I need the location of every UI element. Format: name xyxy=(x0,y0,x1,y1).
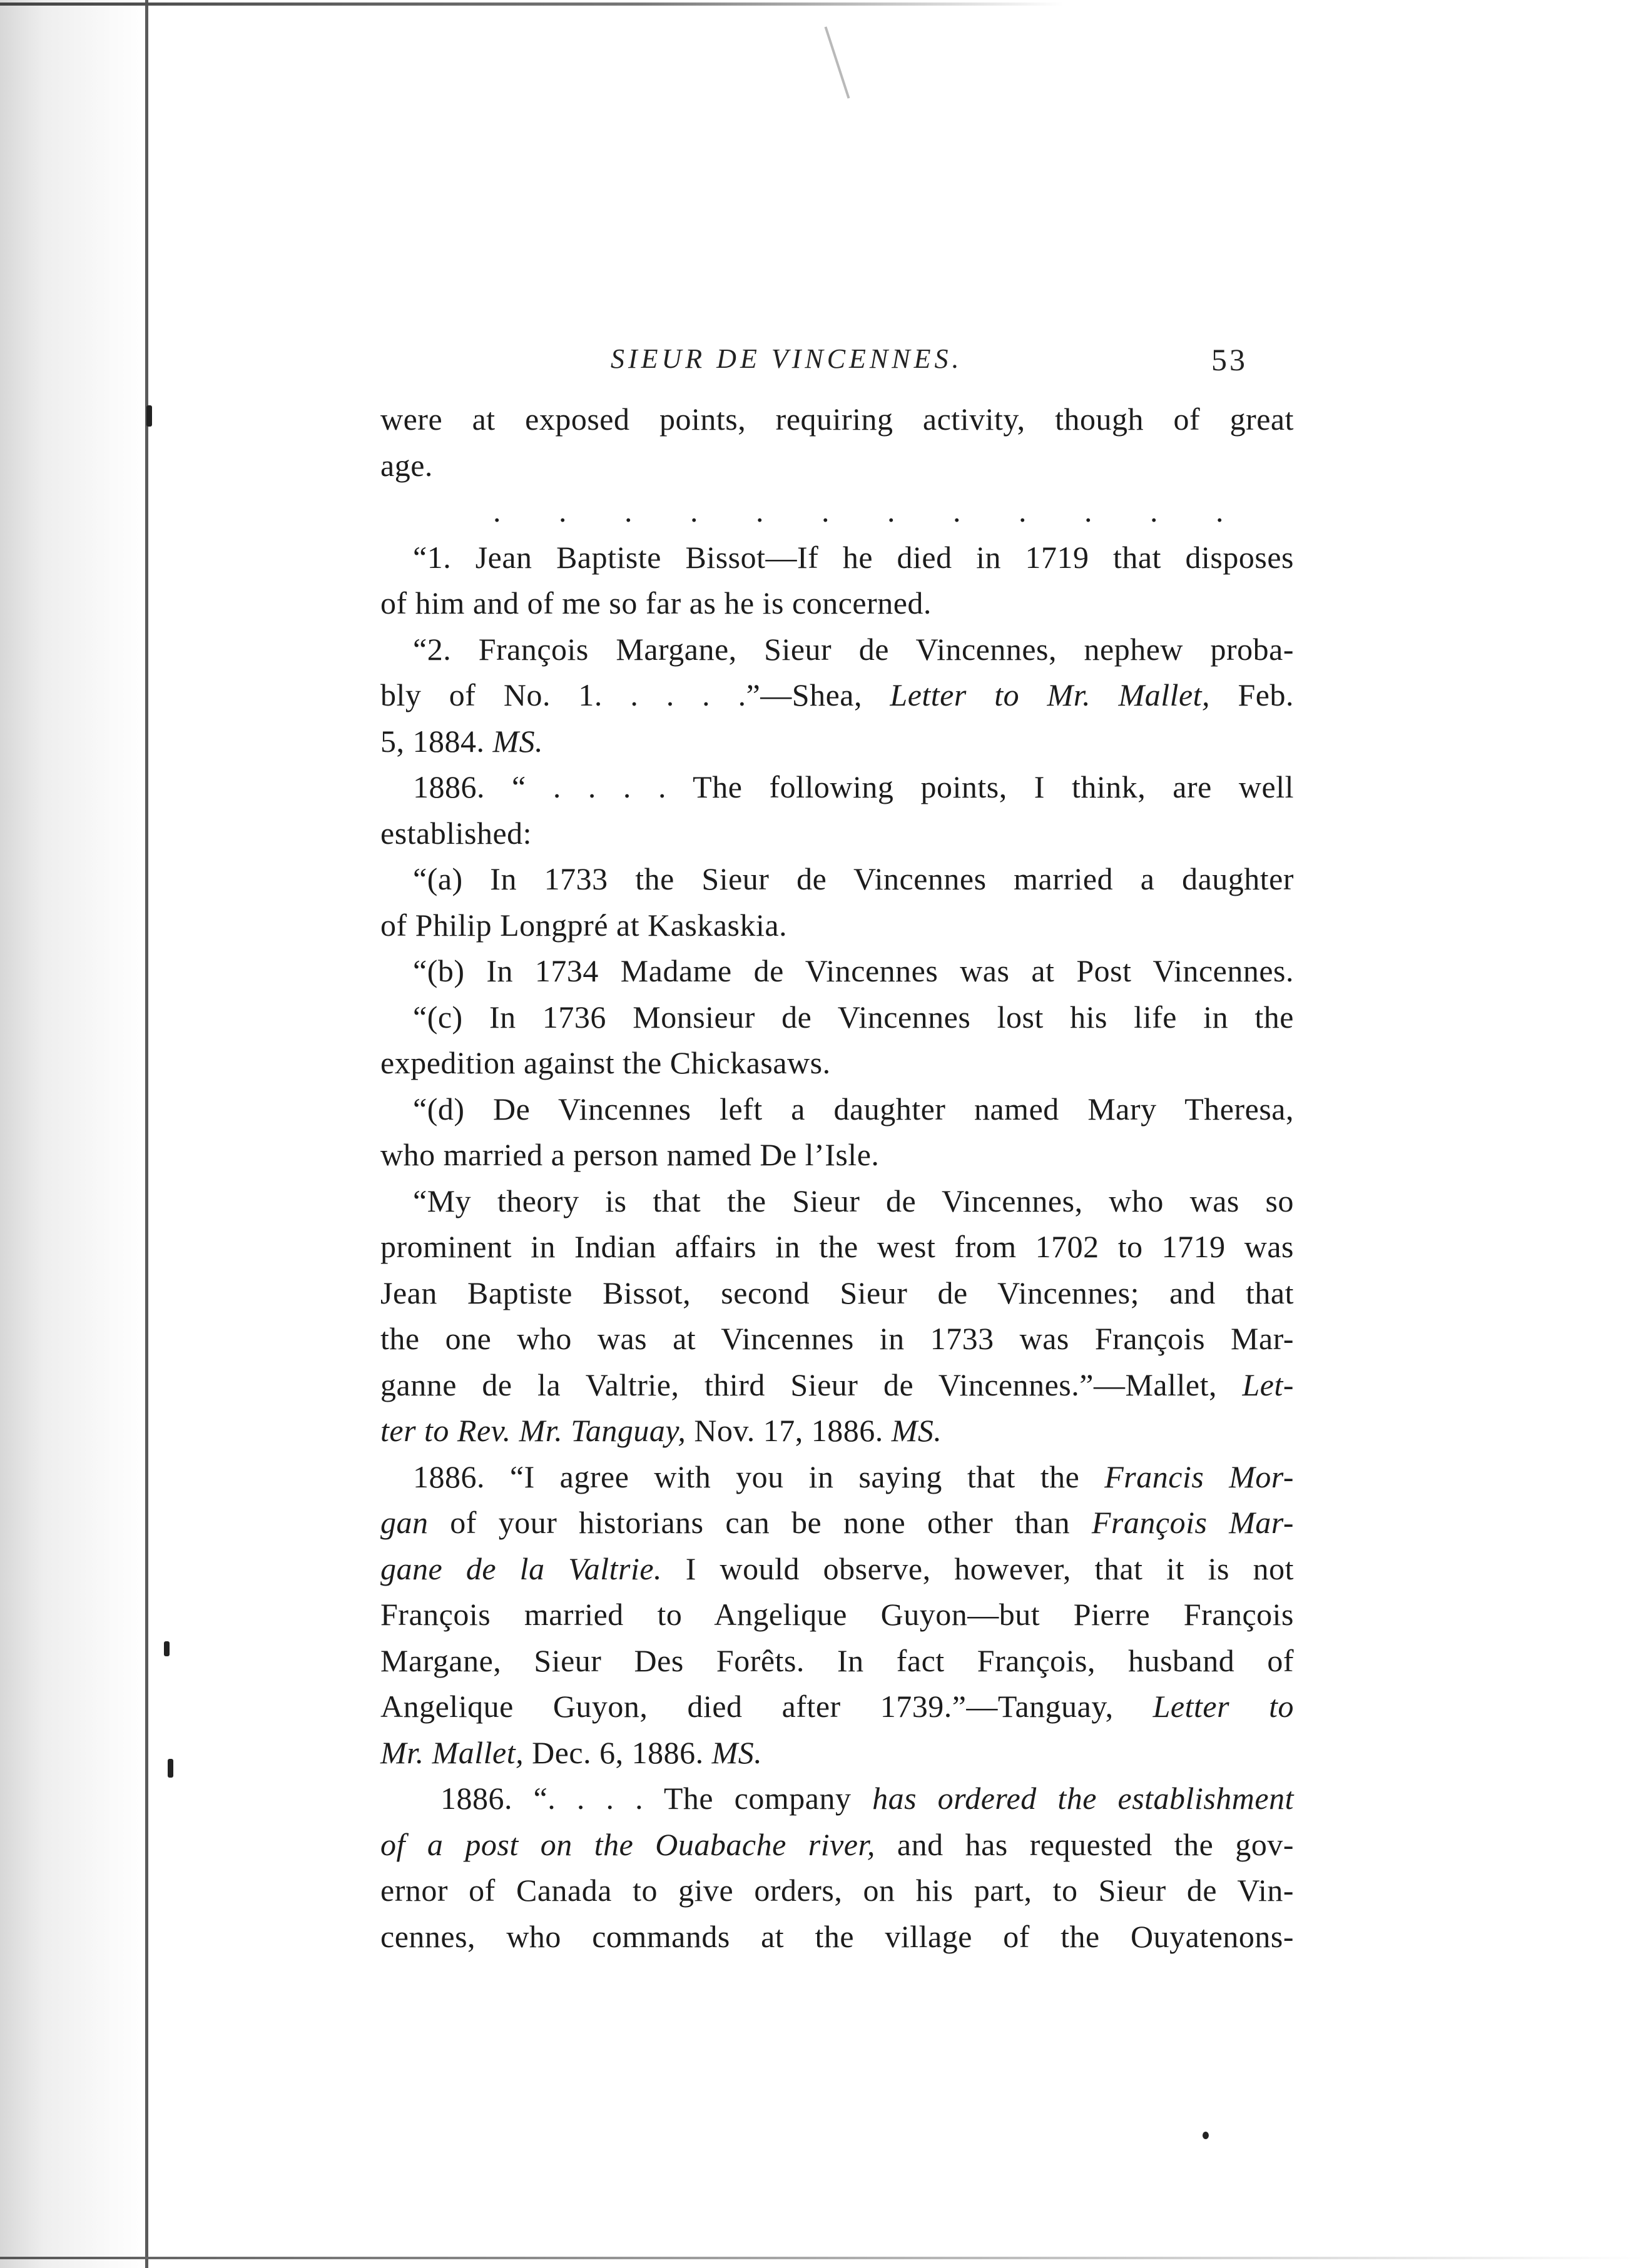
text-line: bly of No. 1. . . . .”—Shea, Letter to Mr. Mallet, Feb. xyxy=(380,677,1294,712)
text-line: gane de la Valtrie. I would observe, however, that it is not xyxy=(380,1551,1294,1586)
text-line: “(b) In 1734 Madame de Vincennes was at Post Vincennes. xyxy=(413,953,1294,988)
text-line: ernor of Canada to give orders, on his part, to Sieur de Vin- xyxy=(380,1873,1294,1908)
text-line: age. xyxy=(380,447,433,483)
text-line: François married to Angelique Guyon—but Pierre François xyxy=(380,1597,1294,1632)
text-line: Angelique Guyon, died after 1739.”—Tanguay, Letter to xyxy=(380,1689,1294,1724)
text-line: “My theory is that the Sieur de Vincennes, who was so xyxy=(413,1183,1294,1218)
binding-mark xyxy=(146,405,152,427)
text-line: 1886. “ . . . . The following points, I think, are well xyxy=(413,769,1294,804)
text-line: who married a person named De l’Isle. xyxy=(380,1137,880,1172)
text-line: of a post on the Ouabache river, and has requested the gov- xyxy=(380,1826,1295,1862)
page-gutter-shadow xyxy=(0,0,148,2268)
text-line: the one who was at Vincennes in 1733 was François Mar- xyxy=(380,1321,1294,1356)
text-line: ter to Rev. Mr. Tanguay, Nov. 17, 1886. MS. xyxy=(380,1413,942,1448)
bottom-edge-line xyxy=(0,2257,1643,2259)
text-line: 1886. “. . . . The company has ordered the establishment xyxy=(440,1781,1294,1816)
page-edge-line xyxy=(145,0,148,2268)
body-text xyxy=(380,397,1294,1960)
text-line: gan of your historians can be none other than François Mar- xyxy=(380,1505,1294,1540)
text-line: prominent in Indian affairs in the west from 1702 to 1719 was xyxy=(380,1229,1294,1264)
text-line: “2. François Margane, Sieur de Vincennes, nephew proba- xyxy=(413,631,1294,667)
text-line: “1. Jean Baptiste Bissot—If he died in 1719 that disposes xyxy=(413,539,1294,575)
text-line: “(a) In 1733 the Sieur de Vincennes married a daughter xyxy=(413,861,1294,896)
text-line: Margane, Sieur Des Forêts. In fact François, husband of xyxy=(380,1643,1294,1678)
text-line: “(d) De Vincennes left a daughter named Mary Theresa, xyxy=(413,1091,1294,1126)
top-edge-line xyxy=(0,3,1064,6)
text-line: of Philip Longpré at Kaskaskia. xyxy=(380,907,788,943)
text-line: ganne de la Valtrie, third Sieur de Vincennes.”—Mallet, Let- xyxy=(380,1367,1294,1402)
text-line: “(c) In 1736 Monsieur de Vincennes lost his life in the xyxy=(413,999,1294,1035)
running-head: SIEUR DE VINCENNES. xyxy=(611,343,963,374)
text-line: expedition against the Chickasaws. xyxy=(380,1045,831,1080)
text-line: of him and of me so far as he is concerned. xyxy=(380,585,932,620)
binding-mark xyxy=(164,1641,170,1656)
text-line: Jean Baptiste Bissot, second Sieur de Vincennes; and that xyxy=(380,1275,1294,1310)
text-line: 5, 1884. MS. xyxy=(380,723,544,759)
text-line: 1886. “I agree with you in saying that the Francis Mor- xyxy=(413,1459,1294,1494)
scan-smudge xyxy=(825,26,850,98)
ellipsis-line: . . . . . . . . . . . . xyxy=(493,494,1249,529)
page-number: 53 xyxy=(1211,342,1248,377)
text-line: Mr. Mallet, Dec. 6, 1886. MS. xyxy=(380,1734,763,1770)
ink-dot xyxy=(1203,2132,1209,2139)
text-line: established: xyxy=(380,815,532,851)
binding-mark xyxy=(168,1759,173,1778)
text-line: cennes, who commands at the village of the Ouyatenons- xyxy=(380,1918,1294,1954)
text-line: were at exposed points, requiring activity, though of great xyxy=(380,402,1294,437)
